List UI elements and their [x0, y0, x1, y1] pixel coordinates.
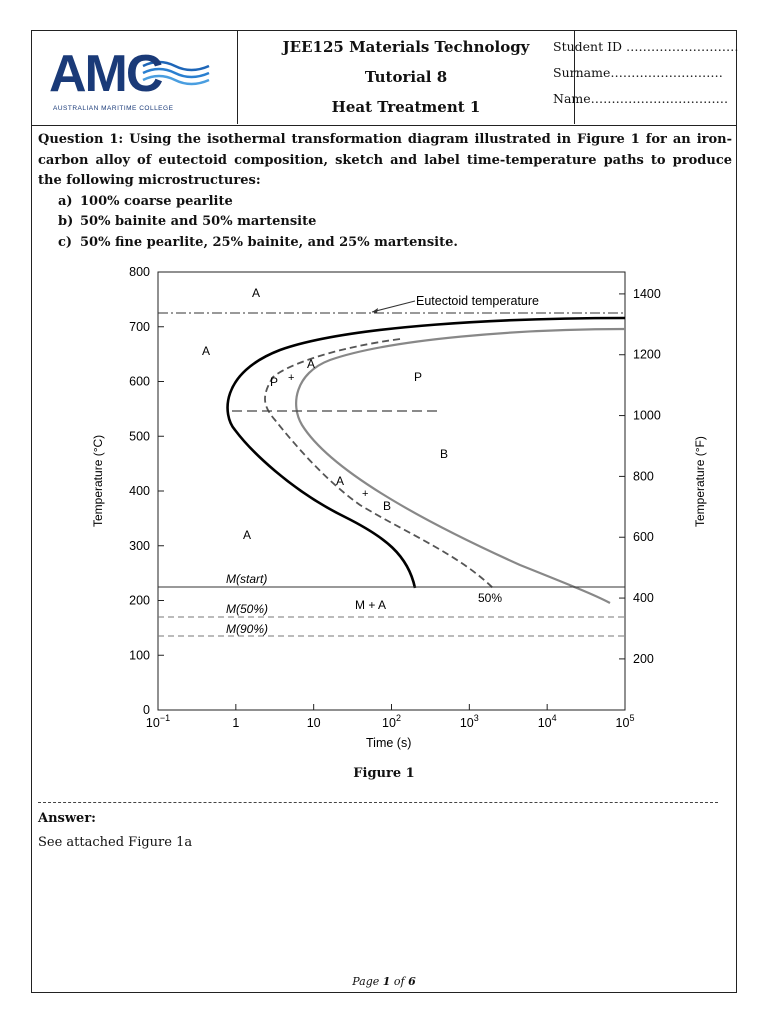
- header: [31, 30, 737, 126]
- region-label: A: [336, 474, 345, 488]
- topic-title: Heat Treatment 1: [331, 98, 481, 116]
- region-label: 50%: [478, 591, 503, 605]
- y-right-tick-label: 200: [633, 651, 654, 666]
- divider: [38, 802, 718, 803]
- x-tick-label: 10: [306, 716, 321, 730]
- m-90-label: M(90%): [226, 622, 269, 636]
- tt-diagram: [90, 255, 720, 760]
- answer-text: See attached Figure 1a: [38, 835, 193, 850]
- finish-curve: [296, 329, 625, 603]
- x-tick-label: $10^3$: [459, 713, 479, 730]
- footer-of: of: [390, 975, 409, 988]
- item-marker: b): [58, 214, 74, 229]
- plot-frame: [158, 272, 625, 710]
- question-item: [58, 192, 732, 213]
- question-item: [58, 233, 732, 254]
- figure-caption: Figure 1: [353, 766, 415, 781]
- region-label: B: [383, 499, 392, 513]
- x-tick-label: $10^5$: [615, 713, 635, 730]
- start-curve: [228, 318, 625, 588]
- x-axis: [146, 704, 635, 730]
- y-right-tick-label: 1000: [633, 408, 661, 423]
- y-right-tick-label: 800: [633, 469, 654, 484]
- item-marker: a): [58, 193, 73, 209]
- student-info: [543, 30, 739, 124]
- page-current: 1: [382, 975, 391, 988]
- x-axis-label: Time (s): [366, 736, 412, 750]
- item-marker: c): [58, 234, 73, 250]
- question-block: [38, 130, 732, 253]
- y-tick-label: 800: [129, 265, 150, 279]
- eutectoid-arrow: [372, 301, 415, 312]
- region-label: A: [252, 286, 261, 300]
- y-right-tick-label: 1200: [633, 347, 661, 362]
- y-tick-label: 600: [129, 374, 150, 389]
- question-text: Question 1: Using the isothermal transformation diagram illustrated in Figure 1 for an iron-carbon alloy of eutectoid composition, sketch and label time-temperature paths to produce the following microstructures:: [38, 132, 732, 188]
- eutectoid-label: Eutectoid temperature: [416, 294, 539, 308]
- y-tick-label: 0: [143, 703, 150, 717]
- amc-logo: [31, 30, 181, 124]
- course-title: JEE125 Materials Technology: [282, 38, 530, 56]
- region-label: P: [414, 370, 423, 384]
- x-tick-label: $10^2$: [382, 713, 401, 730]
- x-tick-label: $10^{-1}$: [145, 713, 171, 730]
- answer-label: Answer:: [38, 811, 96, 826]
- page-footer: [0, 975, 768, 988]
- region-label: M + A: [355, 598, 387, 612]
- page-total: 6: [408, 975, 416, 988]
- y-axis-left-label: Temperature (°C): [91, 434, 105, 527]
- y-right-tick-label: 600: [633, 530, 654, 545]
- y-tick-label: 500: [129, 429, 150, 444]
- question-items: [38, 192, 732, 254]
- name-field: Name……………………………: [553, 91, 729, 106]
- y-tick-label: 300: [129, 538, 150, 553]
- y-tick-label: 100: [129, 648, 150, 663]
- plus-marker: +: [288, 372, 295, 384]
- title-block: [237, 30, 575, 124]
- item-text: 50% fine pearlite, 25% bainite, and 25% martensite.: [80, 234, 458, 250]
- region-label: B: [440, 447, 449, 461]
- logo-subtitle: AUSTRALIAN MARITIME COLLEGE: [53, 105, 174, 112]
- y-tick-label: 700: [129, 319, 150, 334]
- item-text: 100% coarse pearlite: [80, 193, 233, 209]
- tutorial-title: Tutorial 8: [364, 68, 448, 86]
- region-label: A: [307, 357, 316, 371]
- m-50-label: M(50%): [226, 602, 269, 616]
- footer-prefix: Page: [352, 975, 383, 988]
- y-tick-label: 200: [129, 593, 150, 608]
- region-label: A: [243, 528, 252, 542]
- x-tick-label: 1: [232, 716, 240, 730]
- region-label: A: [202, 344, 211, 358]
- y-tick-label: 400: [129, 484, 150, 498]
- y-right-tick-label: 1400: [633, 286, 661, 301]
- m-start-label: M(start): [226, 572, 268, 586]
- x-tick-label: $10^4$: [537, 713, 557, 730]
- question-item: [58, 212, 732, 233]
- fifty-percent-curve: [265, 339, 495, 590]
- student-id-field: Student ID ………………………: [553, 39, 739, 54]
- y-right-tick-label: 400: [633, 591, 654, 606]
- plus-marker: +: [362, 488, 369, 500]
- item-text: 50% bainite and 50% martensite: [80, 214, 317, 229]
- y-axis-left: [129, 265, 164, 717]
- surname-field: Surname………………………: [553, 65, 723, 80]
- y-axis-right-label: Temperature (°F): [693, 436, 707, 527]
- logo-text: AMC: [49, 45, 162, 103]
- region-label: P: [270, 375, 279, 389]
